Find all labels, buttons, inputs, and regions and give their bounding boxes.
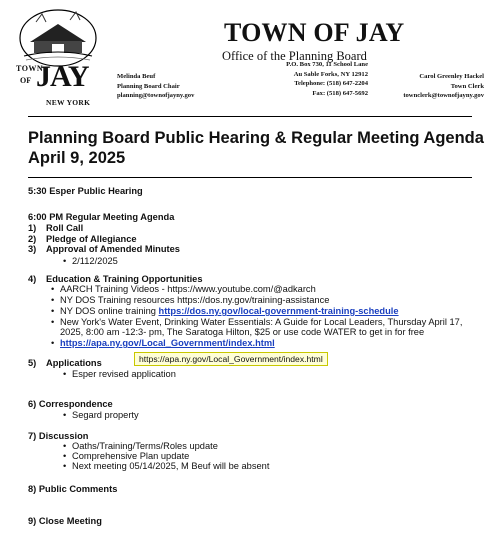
disc-next-meeting: • Next meeting 05/14/2025, M Beuf will be absent xyxy=(72,461,269,471)
edu-dos-online-label: NY DOS online training xyxy=(60,306,159,316)
title-divider xyxy=(28,177,472,178)
logo-town: TOWN xyxy=(16,64,44,73)
apa-link[interactable]: https://apa.ny.gov/Local_Government/index.html xyxy=(60,338,275,348)
item-3-num: 3) xyxy=(28,244,37,254)
address-line1: P.O. Box 730, 11 School Lane xyxy=(286,61,368,68)
dos-training-link[interactable]: https://dos.ny.gov/local-government-training-schedule xyxy=(158,306,399,316)
agenda-title-line1: Planning Board Public Hearing & Regular Meeting Agenda xyxy=(28,129,484,147)
item-correspondence: 6) Correspondence xyxy=(28,399,113,409)
item-education: Education & Training Opportunities xyxy=(46,274,203,284)
town-title xyxy=(224,18,404,48)
regular-heading: 6:00 PM Regular Meeting Agenda xyxy=(28,212,175,222)
item-roll-call: Roll Call xyxy=(46,223,84,233)
item-minutes: Approval of Amended Minutes xyxy=(46,244,180,254)
town-logo xyxy=(16,8,100,112)
address-phone: Telephone: (518) 647-2204 xyxy=(294,80,368,87)
hearing-heading: 5:30 Esper Public Hearing xyxy=(28,186,143,196)
chair-email: planning@townofjayny.gov xyxy=(117,92,195,99)
edu-dos-online xyxy=(60,306,399,316)
minutes-date: • 2/112/2025 xyxy=(72,256,118,266)
office-title: Office of the Planning Board xyxy=(222,49,367,63)
edu-aarch: • AARCH Training Videos - https://www.youtube.com/@adkarch xyxy=(60,284,316,294)
covered-bridge-icon xyxy=(16,8,100,68)
agenda-title xyxy=(28,128,484,168)
town-name: JAY xyxy=(355,18,405,47)
item-1-num: 1) xyxy=(28,223,37,233)
clerk-contact xyxy=(380,72,484,101)
clerk-name: Carol Greenley Hackel xyxy=(419,73,484,80)
item-4-num: 4) xyxy=(28,274,37,284)
logo-state: NEW YORK xyxy=(46,98,91,107)
item-5-num: 5) xyxy=(28,358,37,368)
disc-comprehensive-plan: • Comprehensive Plan update xyxy=(72,451,189,461)
item-public-comments: 8) Public Comments xyxy=(28,484,118,494)
logo-of: OF xyxy=(20,76,32,85)
logo-jay: JAY xyxy=(36,60,89,93)
town-prefix: TOWN OF xyxy=(224,18,356,47)
header-divider xyxy=(28,116,472,117)
edu-apa-item xyxy=(60,338,275,348)
item-close-meeting: 9) Close Meeting xyxy=(28,516,102,526)
item-2-num: 2) xyxy=(28,234,37,244)
corr-segard: • Segard property xyxy=(72,410,139,420)
item-pledge: Pledge of Allegiance xyxy=(46,234,137,244)
chair-name: Melinda Beuf xyxy=(117,73,156,80)
address-fax: Fax: (518) 647-5692 xyxy=(312,89,368,97)
chair-role: Planning Board Chair xyxy=(117,82,180,90)
address-line2: Au Sable Forks, NY 12912 xyxy=(293,70,368,78)
apps-esper: • Esper revised application xyxy=(72,369,176,379)
clerk-email: townclerk@townofjayny.gov xyxy=(403,92,484,99)
link-tooltip: https://apa.ny.gov/Local_Government/index.html xyxy=(134,352,328,366)
edu-dos-resources: • NY DOS Training resources https://dos.ny.gov/training-assistance xyxy=(60,295,329,305)
edu-water-event-line2: 2025, 8:00 am -12:3- pm, The Saratoga Hilton, $25 or use code WATER to get in for free xyxy=(60,327,425,337)
item-applications: Applications xyxy=(46,358,102,368)
agenda-date: April 9, 2025 xyxy=(28,149,126,167)
chair-contact xyxy=(117,72,194,101)
item-discussion: 7) Discussion xyxy=(28,431,89,441)
office-address xyxy=(254,60,368,98)
edu-water-event-line1: • New York's Water Event, Drinking Water Essentials: A Guide for Local Leaders, Thursday April 17, xyxy=(60,317,462,327)
disc-oaths: • Oaths/Training/Terms/Roles update xyxy=(72,441,218,451)
clerk-role: Town Clerk xyxy=(450,82,484,90)
